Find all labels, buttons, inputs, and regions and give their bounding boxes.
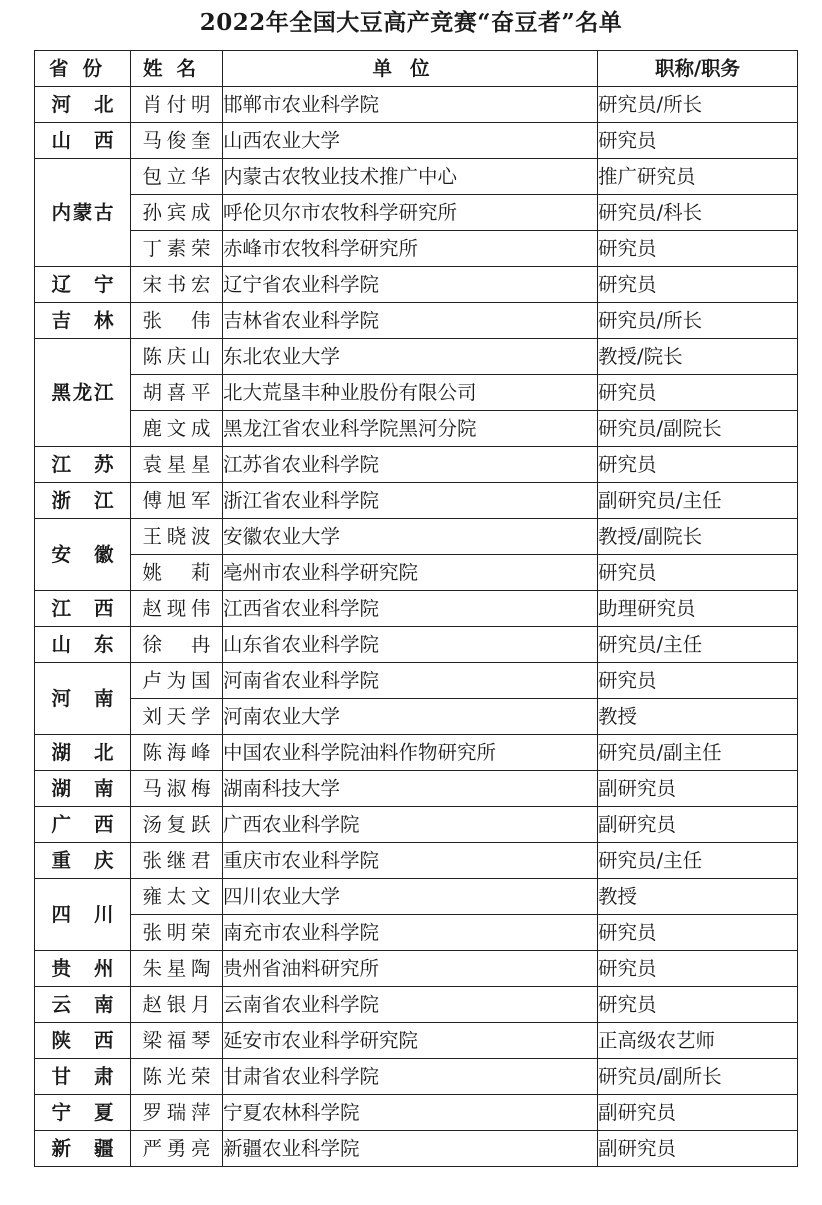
name-cell bbox=[131, 951, 223, 987]
person-name: 丁素荣 bbox=[142, 237, 211, 260]
name-cell bbox=[131, 771, 223, 807]
province-cell bbox=[35, 987, 131, 1023]
table-row bbox=[35, 807, 798, 843]
person-name: 张继君 bbox=[142, 849, 211, 872]
table-row bbox=[35, 555, 798, 591]
name-cell bbox=[131, 87, 223, 123]
province-label: 浙江 bbox=[51, 489, 114, 512]
title-cell: 研究员 bbox=[598, 267, 798, 303]
person-name: 梁福琴 bbox=[142, 1029, 211, 1052]
table-row bbox=[35, 879, 798, 915]
unit-cell: 南充市农业科学院 bbox=[223, 915, 598, 951]
person-name: 宋书宏 bbox=[142, 273, 211, 296]
table-row bbox=[35, 1095, 798, 1131]
province-label: 江苏 bbox=[51, 453, 114, 476]
person-name: 陈光荣 bbox=[142, 1065, 211, 1088]
person-name: 陈海峰 bbox=[142, 741, 211, 764]
name-cell bbox=[131, 807, 223, 843]
table-row bbox=[35, 339, 798, 375]
name-cell bbox=[131, 375, 223, 411]
person-name: 袁星星 bbox=[142, 453, 211, 476]
person-name: 姚莉 bbox=[142, 561, 211, 584]
unit-cell: 新疆农业科学院 bbox=[223, 1131, 598, 1167]
header-name: 姓名 bbox=[131, 51, 223, 87]
person-name: 包立华 bbox=[142, 165, 211, 188]
unit-cell: 河南省农业科学院 bbox=[223, 663, 598, 699]
name-cell bbox=[131, 411, 223, 447]
person-name: 胡喜平 bbox=[142, 381, 211, 404]
province-label: 河北 bbox=[51, 93, 114, 116]
unit-cell: 辽宁省农业科学院 bbox=[223, 267, 598, 303]
unit-cell: 江苏省农业科学院 bbox=[223, 447, 598, 483]
title-cell: 研究员 bbox=[598, 555, 798, 591]
province-cell bbox=[35, 663, 131, 735]
province-cell bbox=[35, 339, 131, 447]
province-cell bbox=[35, 159, 131, 267]
title-cell: 副研究员 bbox=[598, 771, 798, 807]
name-cell bbox=[131, 735, 223, 771]
name-cell bbox=[131, 1059, 223, 1095]
name-cell bbox=[131, 123, 223, 159]
province-label: 陕西 bbox=[51, 1029, 114, 1052]
province-label: 重庆 bbox=[51, 849, 114, 872]
title-cell: 研究员 bbox=[598, 447, 798, 483]
name-cell bbox=[131, 591, 223, 627]
unit-cell: 重庆市农业科学院 bbox=[223, 843, 598, 879]
table-row bbox=[35, 195, 798, 231]
province-cell bbox=[35, 1059, 131, 1095]
unit-cell: 贵州省油料研究所 bbox=[223, 951, 598, 987]
province-label: 四川 bbox=[51, 903, 114, 926]
person-name: 雍太文 bbox=[142, 885, 211, 908]
person-name: 卢为国 bbox=[142, 669, 211, 692]
title-cell: 研究员/主任 bbox=[598, 627, 798, 663]
table-row bbox=[35, 519, 798, 555]
province-cell bbox=[35, 879, 131, 951]
province-label: 安徽 bbox=[51, 543, 114, 566]
unit-cell: 云南省农业科学院 bbox=[223, 987, 598, 1023]
title-cell: 教授/副院长 bbox=[598, 519, 798, 555]
province-label: 吉林 bbox=[51, 309, 114, 332]
province-cell bbox=[35, 483, 131, 519]
province-label: 山东 bbox=[51, 633, 114, 656]
table-row bbox=[35, 735, 798, 771]
province-label: 湖南 bbox=[51, 777, 114, 800]
province-label: 山西 bbox=[51, 129, 114, 152]
province-label: 贵州 bbox=[51, 957, 114, 980]
title-cell: 研究员 bbox=[598, 123, 798, 159]
table-row bbox=[35, 1023, 798, 1059]
table-row bbox=[35, 375, 798, 411]
unit-cell: 东北农业大学 bbox=[223, 339, 598, 375]
province-label: 宁夏 bbox=[51, 1101, 114, 1124]
person-name: 赵银月 bbox=[142, 993, 211, 1016]
title-cell: 副研究员/主任 bbox=[598, 483, 798, 519]
title-cell: 研究员/副院长 bbox=[598, 411, 798, 447]
person-name: 朱星陶 bbox=[142, 957, 211, 980]
province-cell bbox=[35, 807, 131, 843]
name-cell bbox=[131, 159, 223, 195]
title-cell: 研究员 bbox=[598, 231, 798, 267]
table-row bbox=[35, 123, 798, 159]
name-cell bbox=[131, 1023, 223, 1059]
province-cell bbox=[35, 1023, 131, 1059]
person-name: 徐冉 bbox=[142, 633, 211, 656]
unit-cell: 呼伦贝尔市农牧科学研究所 bbox=[223, 195, 598, 231]
table-row bbox=[35, 627, 798, 663]
province-label: 广西 bbox=[51, 813, 114, 836]
province-label: 新疆 bbox=[51, 1137, 114, 1160]
title-cell: 研究员/科长 bbox=[598, 195, 798, 231]
table-row bbox=[35, 231, 798, 267]
person-name: 张明荣 bbox=[142, 921, 211, 944]
header-province: 省份 bbox=[35, 51, 131, 87]
person-name: 刘天学 bbox=[142, 705, 211, 728]
table-row bbox=[35, 447, 798, 483]
unit-cell: 北大荒垦丰种业股份有限公司 bbox=[223, 375, 598, 411]
person-name: 严勇亮 bbox=[142, 1137, 211, 1160]
unit-cell: 浙江省农业科学院 bbox=[223, 483, 598, 519]
title-cell: 研究员/所长 bbox=[598, 87, 798, 123]
province-label: 黑龙江 bbox=[51, 381, 114, 404]
unit-cell: 吉林省农业科学院 bbox=[223, 303, 598, 339]
name-cell bbox=[131, 519, 223, 555]
person-name: 肖付明 bbox=[142, 93, 211, 116]
table-row bbox=[35, 411, 798, 447]
province-cell bbox=[35, 951, 131, 987]
unit-cell: 安徽农业大学 bbox=[223, 519, 598, 555]
name-cell bbox=[131, 663, 223, 699]
table-row bbox=[35, 771, 798, 807]
name-cell bbox=[131, 699, 223, 735]
unit-cell: 山东省农业科学院 bbox=[223, 627, 598, 663]
province-label: 河南 bbox=[51, 687, 114, 710]
province-cell bbox=[35, 123, 131, 159]
name-cell bbox=[131, 1095, 223, 1131]
table-row bbox=[35, 483, 798, 519]
name-cell bbox=[131, 195, 223, 231]
province-label: 云南 bbox=[51, 993, 114, 1016]
province-label: 甘肃 bbox=[51, 1065, 114, 1088]
table-row bbox=[35, 1131, 798, 1167]
title-cell: 教授/院长 bbox=[598, 339, 798, 375]
name-cell bbox=[131, 339, 223, 375]
unit-cell: 亳州市农业科学研究院 bbox=[223, 555, 598, 591]
title-cell: 教授 bbox=[598, 699, 798, 735]
title-cell: 副研究员 bbox=[598, 807, 798, 843]
unit-cell: 四川农业大学 bbox=[223, 879, 598, 915]
province-cell bbox=[35, 771, 131, 807]
unit-cell: 广西农业科学院 bbox=[223, 807, 598, 843]
table-row bbox=[35, 951, 798, 987]
person-name: 王晓波 bbox=[142, 525, 211, 548]
unit-cell: 江西省农业科学院 bbox=[223, 591, 598, 627]
province-label: 内蒙古 bbox=[51, 201, 114, 224]
province-cell bbox=[35, 303, 131, 339]
unit-cell: 邯郸市农业科学院 bbox=[223, 87, 598, 123]
table-row bbox=[35, 267, 798, 303]
name-cell bbox=[131, 267, 223, 303]
name-cell bbox=[131, 627, 223, 663]
name-cell bbox=[131, 1131, 223, 1167]
header-unit: 单位 bbox=[223, 51, 598, 87]
province-cell bbox=[35, 87, 131, 123]
name-cell bbox=[131, 915, 223, 951]
unit-cell: 宁夏农林科学院 bbox=[223, 1095, 598, 1131]
province-cell bbox=[35, 627, 131, 663]
person-name: 马淑梅 bbox=[142, 777, 211, 800]
title-cell: 研究员 bbox=[598, 987, 798, 1023]
table-row bbox=[35, 663, 798, 699]
title-cell: 研究员/副主任 bbox=[598, 735, 798, 771]
table-row bbox=[35, 303, 798, 339]
name-cell bbox=[131, 447, 223, 483]
title-cell: 研究员 bbox=[598, 663, 798, 699]
name-cell bbox=[131, 483, 223, 519]
province-cell bbox=[35, 1095, 131, 1131]
name-cell bbox=[131, 303, 223, 339]
unit-cell: 赤峰市农牧科学研究所 bbox=[223, 231, 598, 267]
title-cell: 副研究员 bbox=[598, 1131, 798, 1167]
person-name: 陈庆山 bbox=[142, 345, 211, 368]
roster-body bbox=[35, 87, 798, 1167]
person-name: 罗瑞萍 bbox=[142, 1101, 211, 1124]
unit-cell: 山西农业大学 bbox=[223, 123, 598, 159]
province-cell bbox=[35, 267, 131, 303]
title-cell: 研究员 bbox=[598, 375, 798, 411]
table-row bbox=[35, 699, 798, 735]
unit-cell: 河南农业大学 bbox=[223, 699, 598, 735]
title-cell: 研究员/所长 bbox=[598, 303, 798, 339]
table-row bbox=[35, 159, 798, 195]
person-name: 傅旭军 bbox=[142, 489, 211, 512]
table-header-row bbox=[35, 51, 798, 87]
province-cell bbox=[35, 447, 131, 483]
person-name: 汤复跃 bbox=[142, 813, 211, 836]
table-row bbox=[35, 1059, 798, 1095]
title-cell: 研究员 bbox=[598, 915, 798, 951]
title-cell: 正高级农艺师 bbox=[598, 1023, 798, 1059]
person-name: 马俊奎 bbox=[142, 129, 211, 152]
province-cell bbox=[35, 591, 131, 627]
unit-cell: 中国农业科学院油料作物研究所 bbox=[223, 735, 598, 771]
title-cell: 副研究员 bbox=[598, 1095, 798, 1131]
province-label: 江西 bbox=[51, 597, 114, 620]
name-cell bbox=[131, 987, 223, 1023]
table-row bbox=[35, 843, 798, 879]
person-name: 孙宾成 bbox=[142, 201, 211, 224]
roster-table bbox=[34, 50, 798, 1167]
province-label: 湖北 bbox=[51, 741, 114, 764]
province-cell bbox=[35, 1131, 131, 1167]
person-name: 鹿文成 bbox=[142, 417, 211, 440]
unit-cell: 黑龙江省农业科学院黑河分院 bbox=[223, 411, 598, 447]
table-row bbox=[35, 915, 798, 951]
province-label: 辽宁 bbox=[51, 273, 114, 296]
page-title: 2022年全国大豆高产竞赛“奋豆者”名单 bbox=[199, 9, 623, 36]
unit-cell: 内蒙古农牧业技术推广中心 bbox=[223, 159, 598, 195]
title-cell: 推广研究员 bbox=[598, 159, 798, 195]
province-cell bbox=[35, 735, 131, 771]
title-cell: 研究员/副所长 bbox=[598, 1059, 798, 1095]
name-cell bbox=[131, 879, 223, 915]
unit-cell: 甘肃省农业科学院 bbox=[223, 1059, 598, 1095]
province-cell bbox=[35, 843, 131, 879]
name-cell bbox=[131, 231, 223, 267]
table-row bbox=[35, 87, 798, 123]
title-cell: 研究员/主任 bbox=[598, 843, 798, 879]
header-title: 职称/职务 bbox=[598, 51, 798, 87]
name-cell bbox=[131, 555, 223, 591]
table-row bbox=[35, 591, 798, 627]
title-cell: 助理研究员 bbox=[598, 591, 798, 627]
province-cell bbox=[35, 519, 131, 591]
unit-cell: 湖南科技大学 bbox=[223, 771, 598, 807]
person-name: 张伟 bbox=[142, 309, 211, 332]
table-row bbox=[35, 987, 798, 1023]
unit-cell: 延安市农业科学研究院 bbox=[223, 1023, 598, 1059]
name-cell bbox=[131, 843, 223, 879]
person-name: 赵现伟 bbox=[142, 597, 211, 620]
title-cell: 教授 bbox=[598, 879, 798, 915]
title-cell: 研究员 bbox=[598, 951, 798, 987]
